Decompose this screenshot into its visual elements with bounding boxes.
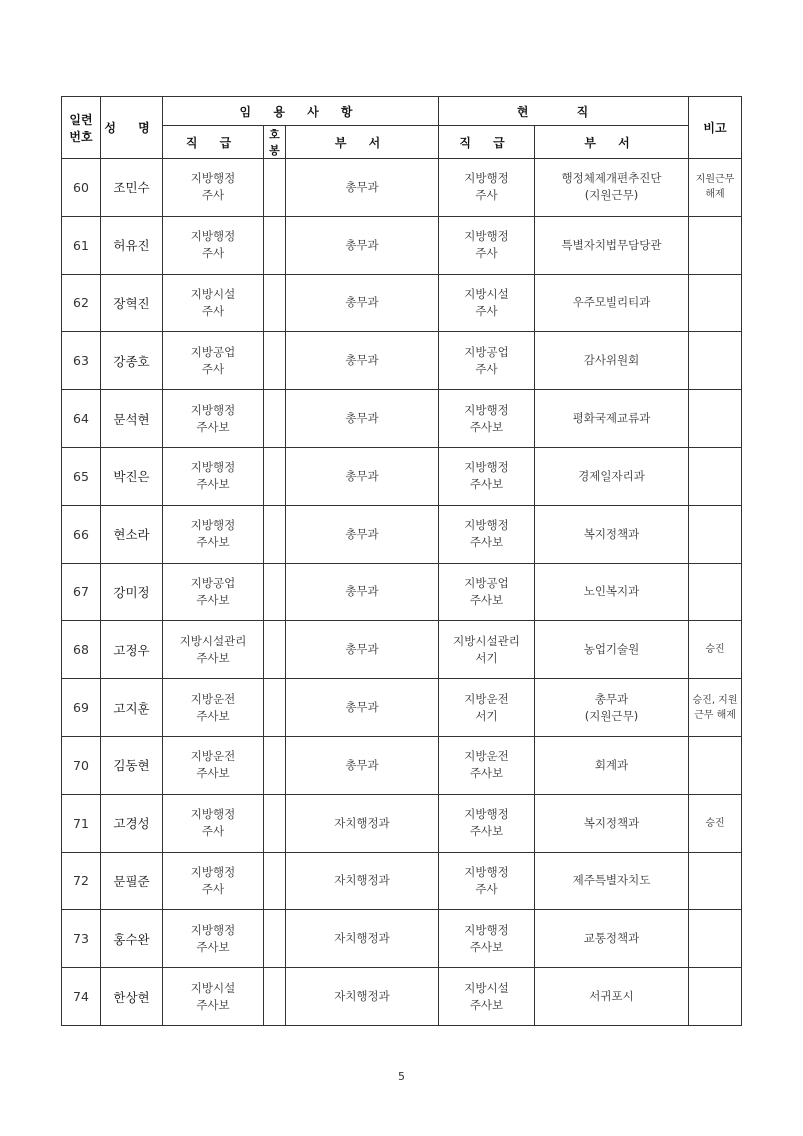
note-cell <box>689 274 742 332</box>
serial-number-cell: 60 <box>62 159 101 217</box>
note-cell <box>689 736 742 794</box>
grade-cell-line: 주사보 <box>196 419 230 434</box>
current-grade-cell <box>439 159 535 217</box>
current-grade-cell <box>439 736 535 794</box>
current-department-cell <box>535 505 689 563</box>
grade-cell-line: 주사보 <box>196 997 230 1012</box>
department-cell <box>286 159 439 217</box>
grade-cell <box>163 390 264 448</box>
current-grade-cell-line: 주사 <box>475 246 498 261</box>
department-cell-line: 총무과 <box>345 179 379 194</box>
current-grade-cell <box>439 910 535 968</box>
grade-cell <box>163 852 264 910</box>
grade-cell-line: 주사 <box>201 824 225 839</box>
header-grade: 직 급 <box>163 126 264 159</box>
note-cell <box>689 794 742 852</box>
grade-cell-line: 지방행정 <box>190 171 236 186</box>
name-cell: 박진은 <box>101 447 163 505</box>
current-department-cell <box>535 852 689 910</box>
header-name: 성 명 <box>101 97 163 159</box>
grade-cell <box>163 563 264 621</box>
current-grade-cell-line: 지방행정 <box>464 402 509 417</box>
current-department-cell-line: 서귀포시 <box>589 989 634 1004</box>
current-department-cell-line: 경제일자리과 <box>578 468 645 483</box>
current-department-cell-line: 회계과 <box>594 757 629 772</box>
department-cell-line: 총무과 <box>345 642 379 657</box>
header-current-grade: 직 급 <box>439 126 535 159</box>
current-department-cell <box>535 563 689 621</box>
grade-cell-line: 지방시설 <box>190 980 236 995</box>
department-cell-line: 총무과 <box>345 353 379 368</box>
department-cell <box>286 852 439 910</box>
department-cell <box>286 563 439 621</box>
grade-cell-line: 지방행정 <box>190 518 236 533</box>
grade-cell-line: 지방행정 <box>190 922 236 937</box>
current-grade-cell-line: 지방운전 <box>464 691 509 706</box>
current-department-cell-line: 감사위원회 <box>583 353 640 368</box>
current-grade-cell <box>439 332 535 390</box>
current-grade-cell <box>439 216 535 274</box>
grade-cell <box>163 621 264 679</box>
grade-cell-line: 지방행정 <box>190 402 236 417</box>
step-cell <box>264 274 286 332</box>
header-step: 호봉 <box>264 126 286 159</box>
current-grade-cell-line: 주사 <box>475 303 498 318</box>
department-cell-line: 총무과 <box>345 411 379 426</box>
current-department-cell-line: 총무과 <box>594 691 629 706</box>
table-row <box>62 736 742 794</box>
header-serial-line: 번호 <box>69 129 93 144</box>
table-row <box>62 159 742 217</box>
header-current: 현 직 <box>439 97 689 126</box>
grade-cell <box>163 794 264 852</box>
current-grade-cell-line: 주사 <box>475 361 498 376</box>
current-department-cell-line: 복지정책과 <box>583 526 640 541</box>
grade-cell-line: 지방행정 <box>190 807 236 822</box>
name-cell: 현소라 <box>101 505 163 563</box>
grade-cell-line: 지방공업 <box>190 575 236 590</box>
grade-cell-line: 지방운전 <box>190 691 236 706</box>
department-cell <box>286 447 439 505</box>
current-grade-cell-line: 지방행정 <box>464 171 509 186</box>
current-department-cell-line: 복지정책과 <box>583 815 640 830</box>
current-grade-cell <box>439 505 535 563</box>
department-cell-line: 총무과 <box>345 295 379 310</box>
grade-cell <box>163 910 264 968</box>
current-grade-cell-line: 지방공업 <box>464 344 509 359</box>
current-department-cell <box>535 447 689 505</box>
grade-cell-line: 지방행정 <box>190 460 236 475</box>
department-cell-line: 총무과 <box>345 237 379 252</box>
grade-cell-line: 주사 <box>201 188 225 203</box>
current-grade-cell-line: 주사 <box>475 881 498 896</box>
current-grade-cell-line: 지방행정 <box>464 807 509 822</box>
table-row <box>62 274 742 332</box>
current-department-cell-line: 농업기술원 <box>583 642 640 657</box>
table-row <box>62 332 742 390</box>
name-cell: 고경성 <box>101 794 163 852</box>
grade-cell-line: 주사보 <box>196 592 230 607</box>
department-cell <box>286 332 439 390</box>
name-cell: 허유진 <box>101 216 163 274</box>
current-grade-cell <box>439 968 535 1026</box>
current-department-cell <box>535 910 689 968</box>
serial-number-cell: 74 <box>62 968 101 1026</box>
grade-cell-line: 지방시설 <box>190 286 236 301</box>
step-cell <box>264 736 286 794</box>
current-department-cell <box>535 390 689 448</box>
current-grade-cell-line: 주사보 <box>469 766 504 781</box>
grade-cell-line: 지방시설관리 <box>179 633 247 648</box>
current-grade-cell-line: 주사보 <box>469 477 504 492</box>
name-cell: 고정우 <box>101 621 163 679</box>
header-serial <box>62 97 101 159</box>
department-cell-line: 자치행정과 <box>334 873 390 888</box>
department-cell <box>286 736 439 794</box>
note-cell <box>689 332 742 390</box>
note-cell-line: 승진 <box>705 817 725 829</box>
current-grade-cell <box>439 679 535 737</box>
grade-cell <box>163 216 264 274</box>
current-grade-cell-line: 서기 <box>475 708 498 723</box>
grade-cell-line: 지방행정 <box>190 864 236 879</box>
current-department-cell-line: 행정체제개편추진단 <box>561 171 662 186</box>
table-row <box>62 216 742 274</box>
name-cell: 조민수 <box>101 159 163 217</box>
header-note: 비고 <box>689 97 742 159</box>
step-cell <box>264 505 286 563</box>
current-grade-cell-line: 주사보 <box>469 824 504 839</box>
serial-number-cell: 70 <box>62 736 101 794</box>
note-cell <box>689 216 742 274</box>
current-grade-cell <box>439 447 535 505</box>
current-grade-cell <box>439 563 535 621</box>
current-grade-cell <box>439 794 535 852</box>
current-department-cell-line: 평화국제교류과 <box>572 411 651 426</box>
note-cell-line: 해제 <box>705 189 725 201</box>
table-body <box>62 159 742 1026</box>
current-grade-cell-line: 지방운전 <box>464 749 509 764</box>
name-cell: 한상현 <box>101 968 163 1026</box>
table-row <box>62 794 742 852</box>
current-grade-cell <box>439 274 535 332</box>
grade-cell-line: 주사보 <box>196 708 230 723</box>
current-grade-cell-line: 지방행정 <box>464 460 509 475</box>
table-row <box>62 563 742 621</box>
current-department-cell-line: 노인복지과 <box>583 584 640 599</box>
note-cell <box>689 563 742 621</box>
name-cell: 장혁진 <box>101 274 163 332</box>
current-grade-cell-line: 지방행정 <box>464 922 509 937</box>
grade-cell-line: 주사보 <box>196 766 230 781</box>
grade-cell <box>163 159 264 217</box>
grade-cell-line: 주사보 <box>196 939 230 954</box>
department-cell <box>286 390 439 448</box>
grade-cell-line: 주사 <box>201 246 225 261</box>
serial-number-cell: 61 <box>62 216 101 274</box>
grade-cell-line: 주사보 <box>196 535 230 550</box>
note-cell-line: 승진, 지원 <box>692 694 738 706</box>
serial-number-cell: 66 <box>62 505 101 563</box>
grade-cell-line: 지방공업 <box>190 344 236 359</box>
note-cell <box>689 679 742 737</box>
table-row <box>62 505 742 563</box>
grade-cell-line: 지방행정 <box>190 229 236 244</box>
note-cell <box>689 447 742 505</box>
note-cell <box>689 968 742 1026</box>
step-cell <box>264 390 286 448</box>
header-appointment: 임 용 사 항 <box>163 97 439 126</box>
department-cell <box>286 216 439 274</box>
department-cell-line: 총무과 <box>345 700 379 715</box>
current-department-cell-line: (지원근무) <box>584 188 639 203</box>
step-cell <box>264 216 286 274</box>
table-row <box>62 390 742 448</box>
department-cell-line: 자치행정과 <box>334 989 390 1004</box>
current-grade-cell-line: 지방공업 <box>464 575 509 590</box>
note-cell <box>689 852 742 910</box>
serial-number-cell: 73 <box>62 910 101 968</box>
step-cell <box>264 968 286 1026</box>
current-grade-cell-line: 주사보 <box>469 997 504 1012</box>
current-grade-cell-line: 지방행정 <box>464 229 509 244</box>
current-grade-cell-line: 주사보 <box>469 419 504 434</box>
note-cell-line: 근무 해제 <box>694 709 736 721</box>
page-number: 5 <box>398 1070 405 1083</box>
grade-cell <box>163 679 264 737</box>
department-cell <box>286 968 439 1026</box>
table-row <box>62 968 742 1026</box>
grade-cell-line: 주사 <box>201 881 225 896</box>
step-cell <box>264 679 286 737</box>
grade-cell-line: 주사 <box>201 361 225 376</box>
step-cell <box>264 332 286 390</box>
table-row <box>62 852 742 910</box>
current-department-cell-line: 우주모빌리티과 <box>572 295 651 310</box>
serial-number-cell: 72 <box>62 852 101 910</box>
current-grade-cell-line: 서기 <box>475 650 498 665</box>
department-cell <box>286 794 439 852</box>
department-cell-line: 자치행정과 <box>334 931 390 946</box>
current-grade-cell-line: 지방시설관리 <box>453 633 520 648</box>
department-cell <box>286 621 439 679</box>
current-department-cell <box>535 736 689 794</box>
header-current-department: 부 서 <box>535 126 689 159</box>
current-department-cell-line: (지원근무) <box>584 708 639 723</box>
current-department-cell-line: 특별자치법무담당관 <box>561 237 662 252</box>
grade-cell <box>163 332 264 390</box>
table-row <box>62 447 742 505</box>
current-grade-cell-line: 주사보 <box>469 592 504 607</box>
department-cell <box>286 505 439 563</box>
department-cell-line: 총무과 <box>345 526 379 541</box>
grade-cell-line: 지방운전 <box>190 749 236 764</box>
step-cell <box>264 159 286 217</box>
grade-cell <box>163 968 264 1026</box>
current-department-cell-line: 교통정책과 <box>583 931 640 946</box>
current-department-cell <box>535 216 689 274</box>
serial-number-cell: 64 <box>62 390 101 448</box>
current-grade-cell-line: 주사 <box>475 188 498 203</box>
current-grade-cell <box>439 621 535 679</box>
grade-cell-line: 주사보 <box>196 650 230 665</box>
note-cell <box>689 505 742 563</box>
grade-cell <box>163 736 264 794</box>
current-department-cell <box>535 332 689 390</box>
current-grade-cell-line: 지방시설 <box>464 980 509 995</box>
step-cell <box>264 910 286 968</box>
table-row <box>62 679 742 737</box>
current-department-cell <box>535 274 689 332</box>
grade-cell-line: 주사 <box>201 303 225 318</box>
header-department: 부 서 <box>286 126 439 159</box>
current-department-cell <box>535 968 689 1026</box>
name-cell: 강미정 <box>101 563 163 621</box>
current-grade-cell-line: 주사보 <box>469 535 504 550</box>
serial-number-cell: 63 <box>62 332 101 390</box>
current-department-cell <box>535 159 689 217</box>
current-grade-cell <box>439 852 535 910</box>
note-cell <box>689 910 742 968</box>
current-department-cell <box>535 794 689 852</box>
table-row <box>62 910 742 968</box>
step-cell <box>264 794 286 852</box>
department-cell <box>286 679 439 737</box>
current-grade-cell-line: 지방행정 <box>464 518 509 533</box>
grade-cell <box>163 447 264 505</box>
serial-number-cell: 71 <box>62 794 101 852</box>
grade-cell <box>163 505 264 563</box>
department-cell <box>286 910 439 968</box>
serial-number-cell: 69 <box>62 679 101 737</box>
current-grade-cell <box>439 390 535 448</box>
personnel-table <box>61 96 742 1026</box>
grade-cell <box>163 274 264 332</box>
step-cell <box>264 852 286 910</box>
step-cell <box>264 563 286 621</box>
grade-cell-line: 주사보 <box>196 477 230 492</box>
table-row <box>62 621 742 679</box>
header-serial-line: 일련 <box>69 112 93 127</box>
department-cell-line: 자치행정과 <box>334 815 390 830</box>
name-cell: 강종호 <box>101 332 163 390</box>
department-cell <box>286 274 439 332</box>
name-cell: 문필준 <box>101 852 163 910</box>
current-grade-cell-line: 지방행정 <box>464 864 509 879</box>
serial-number-cell: 62 <box>62 274 101 332</box>
current-department-cell <box>535 679 689 737</box>
note-cell-line: 지원근무 <box>695 174 735 186</box>
name-cell: 홍수완 <box>101 910 163 968</box>
name-cell: 고지훈 <box>101 679 163 737</box>
current-grade-cell-line: 주사보 <box>469 939 504 954</box>
department-cell-line: 총무과 <box>345 584 379 599</box>
department-cell-line: 총무과 <box>345 468 379 483</box>
serial-number-cell: 67 <box>62 563 101 621</box>
name-cell: 김동현 <box>101 736 163 794</box>
note-cell <box>689 159 742 217</box>
step-cell <box>264 447 286 505</box>
note-cell <box>689 621 742 679</box>
current-department-cell <box>535 621 689 679</box>
department-cell-line: 총무과 <box>345 757 379 772</box>
step-cell <box>264 621 286 679</box>
note-cell <box>689 390 742 448</box>
current-grade-cell-line: 지방시설 <box>464 286 509 301</box>
current-department-cell-line: 제주특별자치도 <box>572 873 651 888</box>
note-cell-line: 승진 <box>705 644 725 656</box>
name-cell: 문석현 <box>101 390 163 448</box>
serial-number-cell: 65 <box>62 447 101 505</box>
serial-number-cell: 68 <box>62 621 101 679</box>
